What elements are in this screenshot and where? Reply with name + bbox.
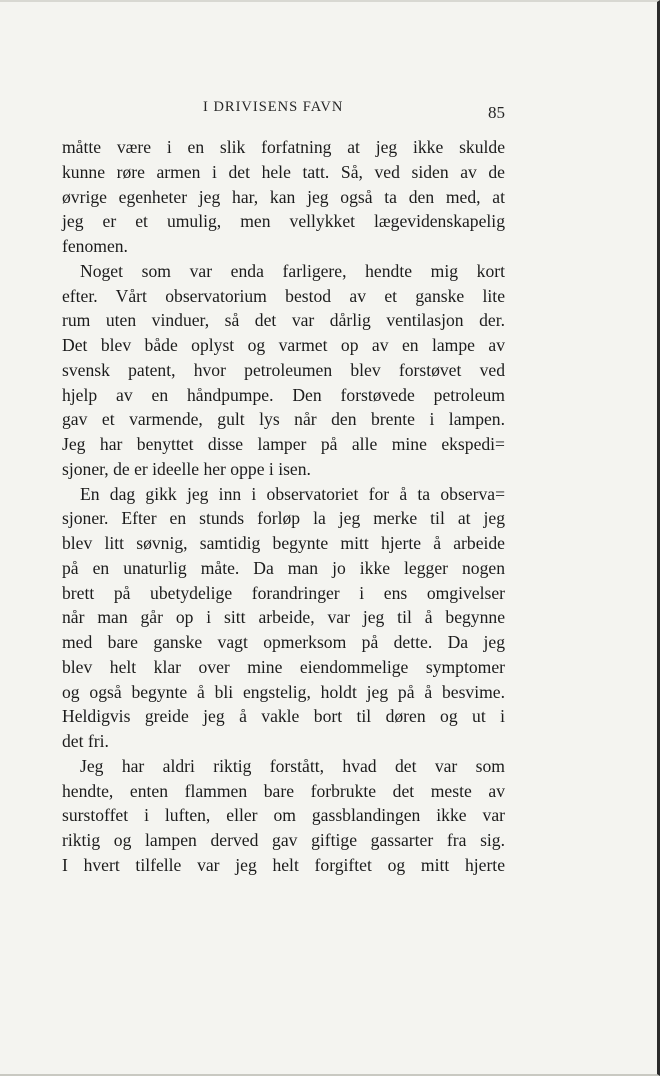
text-line: måtte være i en slik forfatning at jeg ikke skulde (62, 137, 505, 157)
text-line: rum uten vinduer, så det var dårlig ventilasjon der. (62, 310, 505, 331)
text-line: hendte, enten flammen bare forbrukte det meste av (62, 780, 505, 801)
text-line: Noget som var enda farligere, hendte mig kort (80, 260, 505, 281)
text-line: jeg er et umulig, men vellykket lægevidenskapelig (62, 211, 505, 232)
text-line: blev litt søvnig, samtidig begynte mitt hjerte å arbeide (62, 533, 505, 553)
text-line: hjelp av en håndpumpe. Den forstøvede petroleum (62, 384, 505, 405)
text-line: øvrige egenheter jeg har, kan jeg også ta den med, at (62, 186, 505, 207)
text-line: når man går op i sitt arbeide, var jeg til å begynne (62, 607, 505, 628)
text-line: kunne røre armen i det hele tatt. Så, ved siden av de (62, 161, 505, 182)
text-line: med bare ganske vagt opmerksom på dette. Da jeg (62, 632, 505, 652)
text-line: brett på ubetydelige forandringer i ens omgivelser (62, 582, 505, 603)
text-line: svensk patent, hvor petroleumen blev forstøvet ved (62, 359, 505, 380)
text-line: fenomen. (62, 236, 128, 256)
text-line: Jeg har aldri riktig forstått, hvad det var som (80, 755, 505, 776)
text-line: og også begynte å bli engstelig, holdt jeg på å besvime. (62, 681, 505, 702)
text-line: på en unaturlig måte. Da man jo ikke legger nogen (62, 557, 505, 578)
text-line: En dag gikk jeg inn i observatoriet for å ta observa= (80, 483, 505, 504)
running-title: I DRIVISENS FAVN (203, 99, 344, 115)
text-line: sjoner. Efter en stunds forløp la jeg merke til at jeg (62, 508, 505, 529)
text-line: efter. Vårt observatorium bestod av et ganske lite (62, 285, 505, 306)
text-line: Det blev både oplyst og varmet op av en lampe av (62, 335, 505, 355)
text-line: gav et varmende, gult lys når den brente i lampen. (62, 409, 505, 430)
text-line: Jeg har benyttet disse lamper på alle mine ekspedi= (62, 434, 505, 454)
text-line: Heldigvis greide jeg å vakle bort til døren og ut i (62, 706, 505, 727)
text-line: det fri. (62, 731, 109, 751)
text-line: sjoner, de er ideelle her oppe i isen. (62, 458, 311, 479)
text-line: I hvert tilfelle var jeg helt forgiftet og mitt hjerte (62, 854, 505, 875)
text-line: riktig og lampen derved gav giftige gassarter fra sig. (62, 830, 505, 850)
page-number: 85 (488, 103, 505, 122)
text-line: surstoffet i luften, eller om gassblandingen ikke var (62, 805, 505, 826)
body-text (62, 135, 505, 878)
text-line: blev helt klar over mine eiendommelige symptomer (62, 656, 505, 677)
